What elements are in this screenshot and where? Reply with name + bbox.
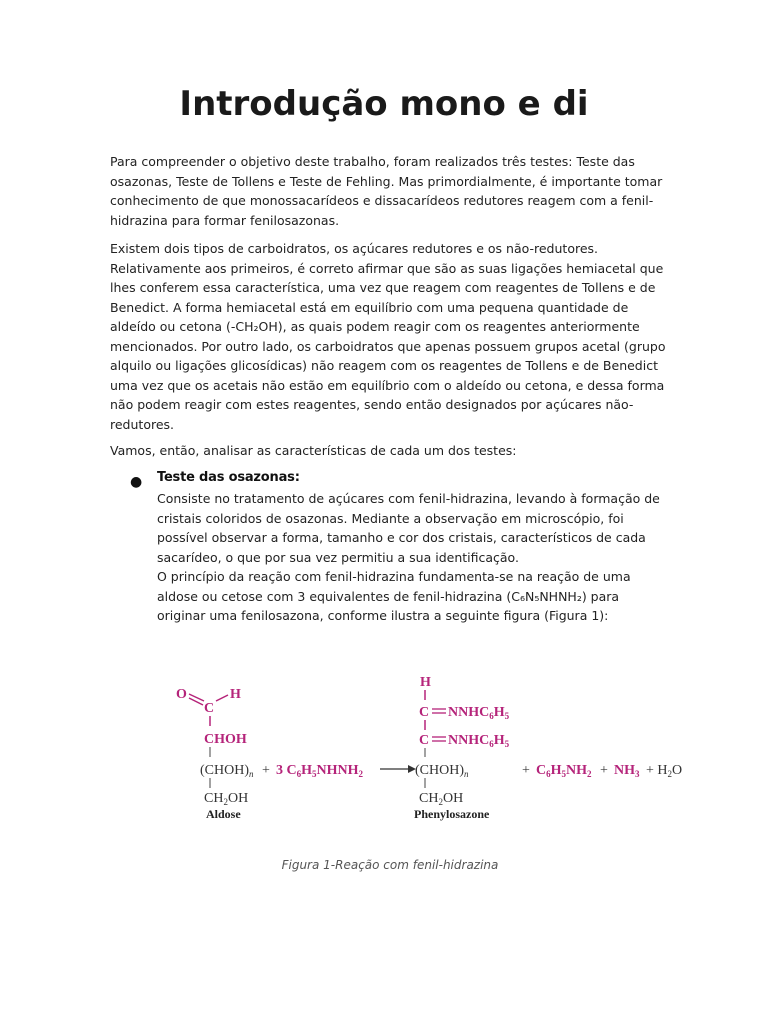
svg-text:CH2OH: $CH_2OH$ — [419, 791, 464, 807]
svg-text:NNHC6H5: $NNHC_6H_5$ — [448, 733, 510, 749]
figure-caption: Figura 1-Reação com fenil-hidrazina — [281, 858, 499, 872]
paragraph-intro: Para compreender o objetivo deste trabalho, foram realizados três testes: Teste das osazonas, Teste de Tollens e Teste de Fehling. Mas primordialmente, é importante tomar conhecimento de que monossacarídeos e dissacarídeos redutores reagem com a fenil-hidrazina para formar fenilosazonas. — [110, 154, 663, 228]
svg-text:H: H — [420, 675, 431, 690]
bullet-icon: ● — [130, 474, 143, 490]
bullet-text-1: Consiste no tratamento de açúcares com fenil-hidrazina, levando à formação de cristais coloridos de osazonas. Mediante a observação em microscópio, foi possível observar a forma, tamanho e cor dos cristais, característicos de cada sacarídeo, o que por sua vez permitiu a sua identificação. — [157, 491, 660, 565]
svg-text:H: H — [230, 687, 241, 702]
aldehyde-o: O — [176, 687, 187, 702]
reaction-figure — [170, 668, 700, 828]
bullet-body — [157, 489, 667, 626]
svg-text:NH3: $NH_3$ — [614, 763, 640, 779]
svg-text:(CHOH)n: $(CHOH)_n$ — [200, 763, 254, 779]
bullet-title: Teste das osazonas: — [157, 470, 300, 485]
svg-text:CH2OH: $CH_2OH$ — [204, 791, 249, 807]
svg-text:CHOH: CHOH — [204, 732, 247, 747]
bullet-text-2: O princípio da reação com fenil-hidrazina fundamenta-se na reação de uma aldose ou cetose com 3 equivalentes de fenil-hidrazina (C₆N₅NHNH₂) para originar uma fenilosazona, conforme ilustra a seguinte figura (Figura 1): — [157, 569, 631, 623]
svg-text:NNHC6H5: $NNHC_6H_5$ — [448, 705, 510, 721]
page-title: Introdução mono e di — [179, 84, 589, 124]
paragraph-tests-intro: Vamos, então, analisar as características de cada um dos testes: — [110, 443, 517, 458]
svg-text:+: + — [600, 763, 608, 778]
svg-text:C: C — [204, 701, 215, 716]
svg-text:+: + — [262, 763, 270, 778]
svg-text:C6H5NH2: $C_6H_5NH_2$ — [536, 763, 592, 779]
svg-text:3 C6H5NHNH2: 3 $C_6H_5NHNH_2$ — [276, 763, 364, 779]
svg-text:(CHOH)n: $(CHOH)_n$ — [415, 763, 469, 779]
svg-text:+ H2O: + $H_2O$ — [646, 763, 683, 779]
svg-text:C: C — [419, 705, 430, 720]
svg-text:C: C — [419, 733, 430, 748]
phenylosazone-label: Phenylosazone — [414, 807, 490, 821]
aldose-label: Aldose — [206, 807, 241, 821]
paragraph-carbohydrates: Existem dois tipos de carboidratos, os açúcares redutores e os não-redutores. Relativamente aos primeiros, é correto afirmar que são as suas ligações hemiacetal que lhes conferem essa característica, uma vez que reagem com reagentes de Tollens e de Benedict. A forma hemiacetal está em equilíbrio com uma pequena quantidade de aldeído ou cetona (-CH₂OH), as quais podem reagir com os reagentes anteriormente mencionados. Por outro lado, os carboidratos que apenas possuem grupos acetal (grupo alquilo ou ligações glicosídicas) não reagem com os reagentes de Tollens e de Benedict uma vez que os acetais não estão em equilíbrio com o aldeído ou cetona, e dessa forma não podem reagir com estes reagentes, sendo então designados por açúcares não-redutores. — [110, 241, 666, 432]
svg-text:+: + — [522, 763, 530, 778]
